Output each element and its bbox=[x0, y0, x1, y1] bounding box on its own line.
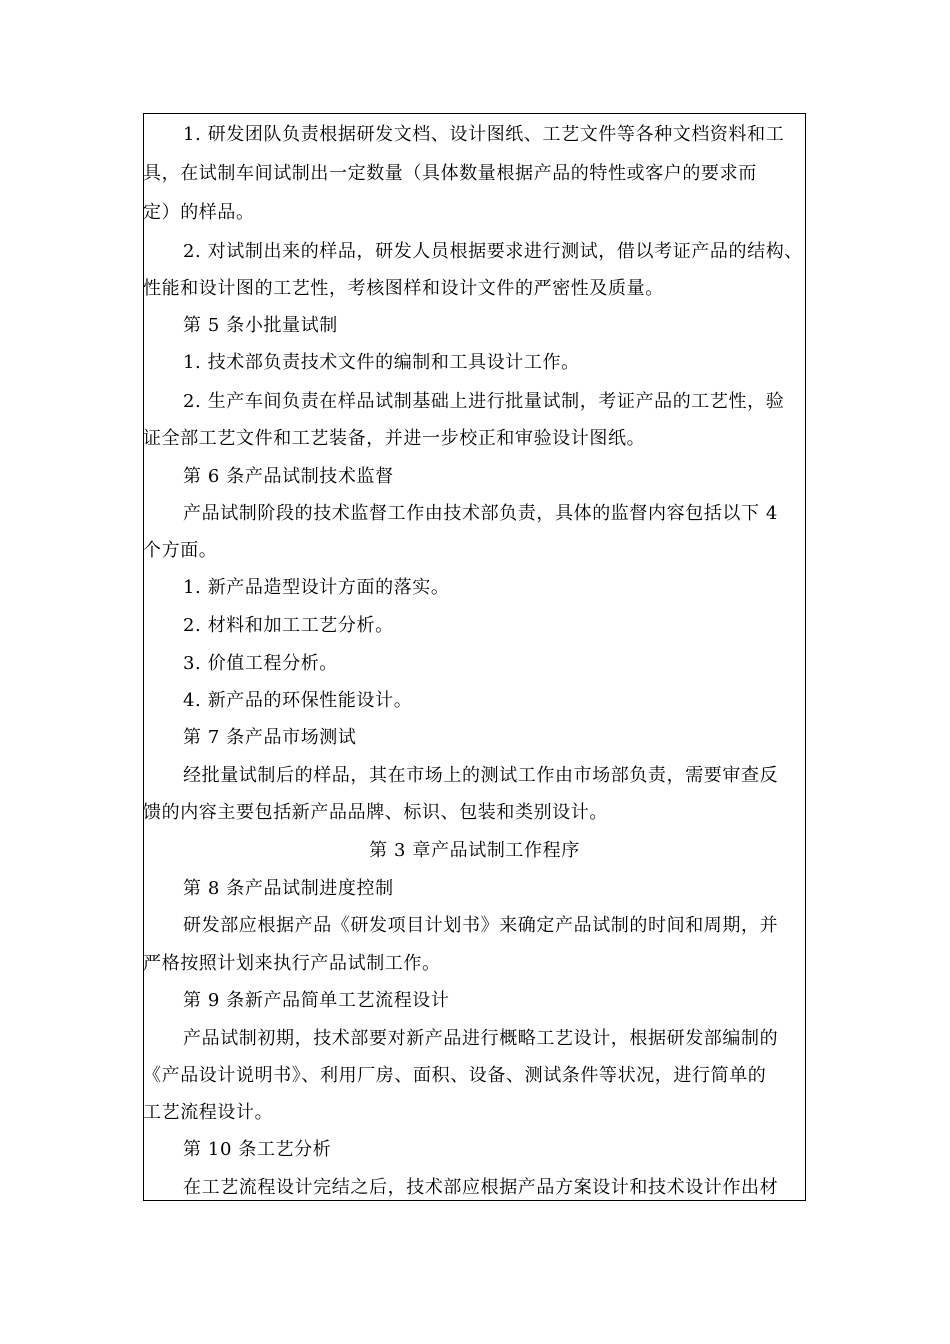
paragraph-line: 严格按照计划来执行产品试制工作。 bbox=[143, 953, 441, 974]
paragraph-line: 研发部应根据产品《研发项目计划书》来确定产品试制的时间和周期，并 bbox=[183, 915, 779, 936]
paragraph-line: 3. 价值工程分析。 bbox=[183, 653, 338, 674]
paragraph-line: 《产品设计说明书》、利用厂房、面积、设备、测试条件等状况，进行简单的 bbox=[143, 1065, 767, 1086]
paragraph-line: 2. 生产车间负责在样品试制基础上进行批量试制，考证产品的工艺性，验 bbox=[183, 391, 785, 412]
paragraph-line: 性能和设计图的工艺性，考核图样和设计文件的严密性及质量。 bbox=[143, 278, 664, 299]
paragraph-line: 1. 研发团队负责根据研发文档、设计图纸、工艺文件等各种文档资料和工 bbox=[183, 124, 785, 145]
paragraph-line: 产品试制初期，技术部要对新产品进行概略工艺设计，根据研发部编制的 bbox=[183, 1028, 779, 1049]
paragraph-line: 经批量试制后的样品，其在市场上的测试工作由市场部负责，需要审查反 bbox=[183, 765, 779, 786]
paragraph-line: 个方面。 bbox=[143, 540, 218, 561]
paragraph-line: 2. 材料和加工工艺分析。 bbox=[183, 615, 394, 636]
article-heading: 第 8 条产品试制进度控制 bbox=[183, 878, 394, 899]
paragraph-line: 馈的内容主要包括新产品品牌、标识、包装和类别设计。 bbox=[143, 802, 608, 823]
paragraph-line: 定）的样品。 bbox=[143, 202, 255, 223]
paragraph-line: 4. 新产品的环保性能设计。 bbox=[183, 690, 413, 711]
paragraph-line: 2. 对试制出来的样品，研发人员根据要求进行测试，借以考证产品的结构、 bbox=[183, 241, 803, 262]
paragraph-line: 工艺流程设计。 bbox=[143, 1102, 274, 1123]
article-heading: 第 7 条产品市场测试 bbox=[183, 727, 357, 748]
article-heading: 第 6 条产品试制技术监督 bbox=[183, 466, 394, 487]
paragraph-line: 产品试制阶段的技术监督工作由技术部负责，具体的监督内容包括以下 4 bbox=[183, 503, 778, 524]
chapter-heading: 第 3 章产品试制工作程序 bbox=[369, 840, 580, 861]
paragraph-line: 具，在试制车间试制出一定数量（具体数量根据产品的特性或客户的要求而 bbox=[143, 163, 757, 184]
paragraph-line: 1. 新产品造型设计方面的落实。 bbox=[183, 577, 450, 598]
paragraph-line: 证全部工艺文件和工艺装备，并进一步校正和审验设计图纸。 bbox=[143, 428, 646, 449]
article-heading: 第 10 条工艺分析 bbox=[183, 1139, 332, 1160]
paragraph-line: 1. 技术部负责技术文件的编制和工具设计工作。 bbox=[183, 352, 580, 373]
article-heading: 第 9 条新产品简单工艺流程设计 bbox=[183, 990, 450, 1011]
paragraph-line: 在工艺流程设计完结之后，技术部应根据产品方案设计和技术设计作出材 bbox=[183, 1177, 779, 1198]
article-heading: 第 5 条小批量试制 bbox=[183, 315, 338, 336]
